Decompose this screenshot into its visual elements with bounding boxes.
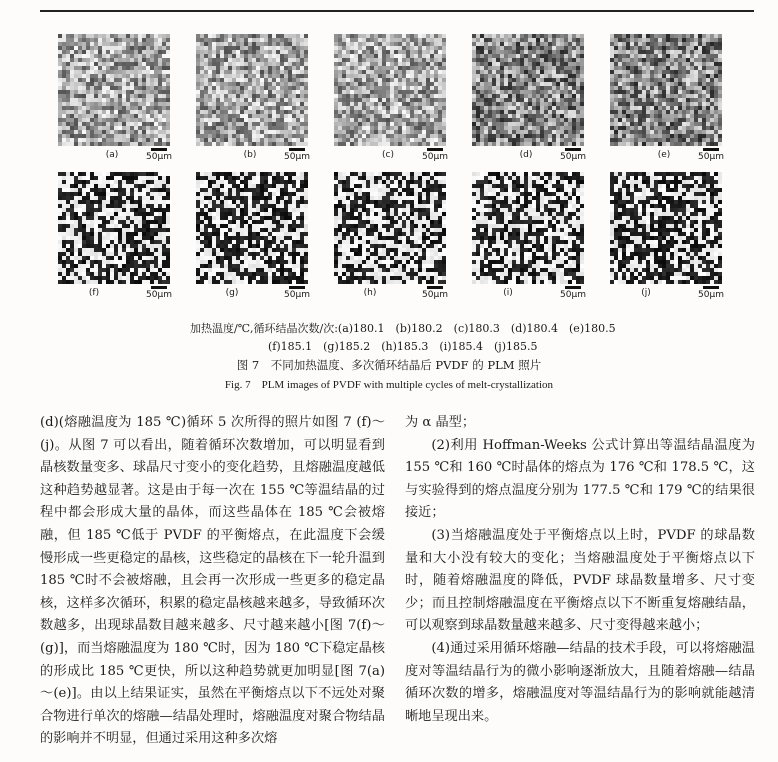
micrograph-panel-f [58,172,190,308]
micrograph-panel-i [472,172,604,308]
panel-label: (i) [503,288,513,298]
plm-image [472,34,584,146]
micrograph-panel-h [334,172,466,308]
panel-label: (a) [105,150,119,160]
scale-bar: 50μm [284,286,310,300]
scale-bar: 50μm [284,148,310,162]
plm-image [334,34,446,146]
scale-bar: 50μm [698,286,724,300]
micrograph-panel-d [472,34,604,170]
micrograph-panel-c [334,34,466,170]
panel-label: (b) [243,150,257,160]
scale-bar: 50μm [146,286,172,300]
header-rule [40,10,754,12]
micrograph-panel-j [610,172,742,308]
body-column-right [405,412,755,728]
micrograph-panel-e [610,34,742,170]
params-line-2: (f)185.1 (g)185.2 (h)185.3 (i)185.4 (j)185.5 [268,340,538,353]
panel-label: (d) [519,150,533,160]
figure-7-grid [58,34,724,306]
scale-bar: 50μm [560,286,586,300]
paragraph: (4)通过采用循环熔融—结晶的技术手段，可以将熔融温度对等温结晶行为的微小影响逐渐放大，且随着熔融—结晶循环次数的增多，熔融温度对等温结晶行为的影响就能越清晰地呈现出来。 [405,640,755,724]
plm-image [58,34,170,146]
plm-image [58,172,170,284]
scale-bar: 50μm [422,148,448,162]
plm-image [472,172,584,284]
scale-bar: 50μm [560,148,586,162]
scale-bar: 50μm [146,148,172,162]
panel-label: (f) [88,288,100,298]
body-column-left [40,412,385,751]
figure-parameters [190,320,630,356]
micrograph-panel-g [196,172,328,308]
figure-caption-en: Fig. 7 PLM images of PVDF with multiple cycles of melt-crystallization [224,379,554,391]
panel-label: (h) [363,288,377,298]
scale-bar: 50μm [422,286,448,300]
paragraph: 为 α 晶型； [405,415,476,430]
plm-image [196,172,308,284]
paragraph: (d)(熔融温度为 185 ℃)循环 5 次所得的照片如图 7 (f)～(j)。从图 7 可以看出，随着循环次数增加，可以明显看到晶核数量变多、球晶尺寸变小的变化趋势，且熔融温度越低这种趋势越显著。这是由于每一次在 155 ℃等温结晶的过程中都会形成大量的晶体，而这些晶体在 185 ℃会被熔融，但 185 ℃低于 PVDF 的平衡熔点，在此温度下会缓慢形成一些更稳定的晶核，这些稳定的晶核在下一轮升温到 185 ℃时不会被熔融，且会再一次形成一些更多的稳定晶核，这样多次循环，积累的稳定晶核越来越多，导致循环次数越多，出现球晶数目越来越多、尺寸越来越小[图 7(f)～(g)]，而当熔融温度为 180 ℃时，因为 180 ℃下稳定晶核的形成比 185 ℃更快，所以这种趋势就更加明显[图 7(a)～(e)]。由以上结果证实，虽然在平衡熔点以下不远处对聚合物进行单次的熔融—结晶处理时，熔融温度对聚合物结晶的影响并不明显，但通过采用这种多次熔 [40,415,385,747]
plm-image [196,34,308,146]
figure-caption-cn: 图 7 不同加热温度、多次循环结晶后 PVDF 的 PLM 照片 [236,358,542,372]
micrograph-panel-b [196,34,328,170]
plm-image [610,34,722,146]
params-line-1: 加热温度/℃,循环结晶次数/次:(a)180.1 (b)180.2 (c)180.3 (d)180.4 (e)180.5 [190,322,616,335]
scale-bar: 50μm [698,148,724,162]
paragraph: (2)利用 Hoffman-Weeks 公式计算出等温结晶温度为 155 ℃和 160 ℃时晶体的熔点为 176 ℃和 178.5 ℃，这与实验得到的熔点温度分别为 177.5 ℃和 179 ℃的结果很接近； [405,437,755,521]
plm-image [334,172,446,284]
paragraph: (3)当熔融温度处于平衡熔点以上时，PVDF 的球晶数量和大小没有较大的变化；当熔融温度处于平衡熔点以下时，随着熔融温度的降低，PVDF 球晶数量增多、尺寸变少；而且控制熔融温度在平衡熔点以下不断重复熔融结晶，可以观察到球晶数量越来越多、尺寸变得越来越小； [405,527,755,634]
plm-image [610,172,722,284]
panel-label: (c) [382,150,394,160]
panel-label: (e) [657,150,671,160]
micrograph-panel-a [58,34,190,170]
panel-label: (g) [225,288,239,298]
panel-label: (j) [641,288,651,298]
